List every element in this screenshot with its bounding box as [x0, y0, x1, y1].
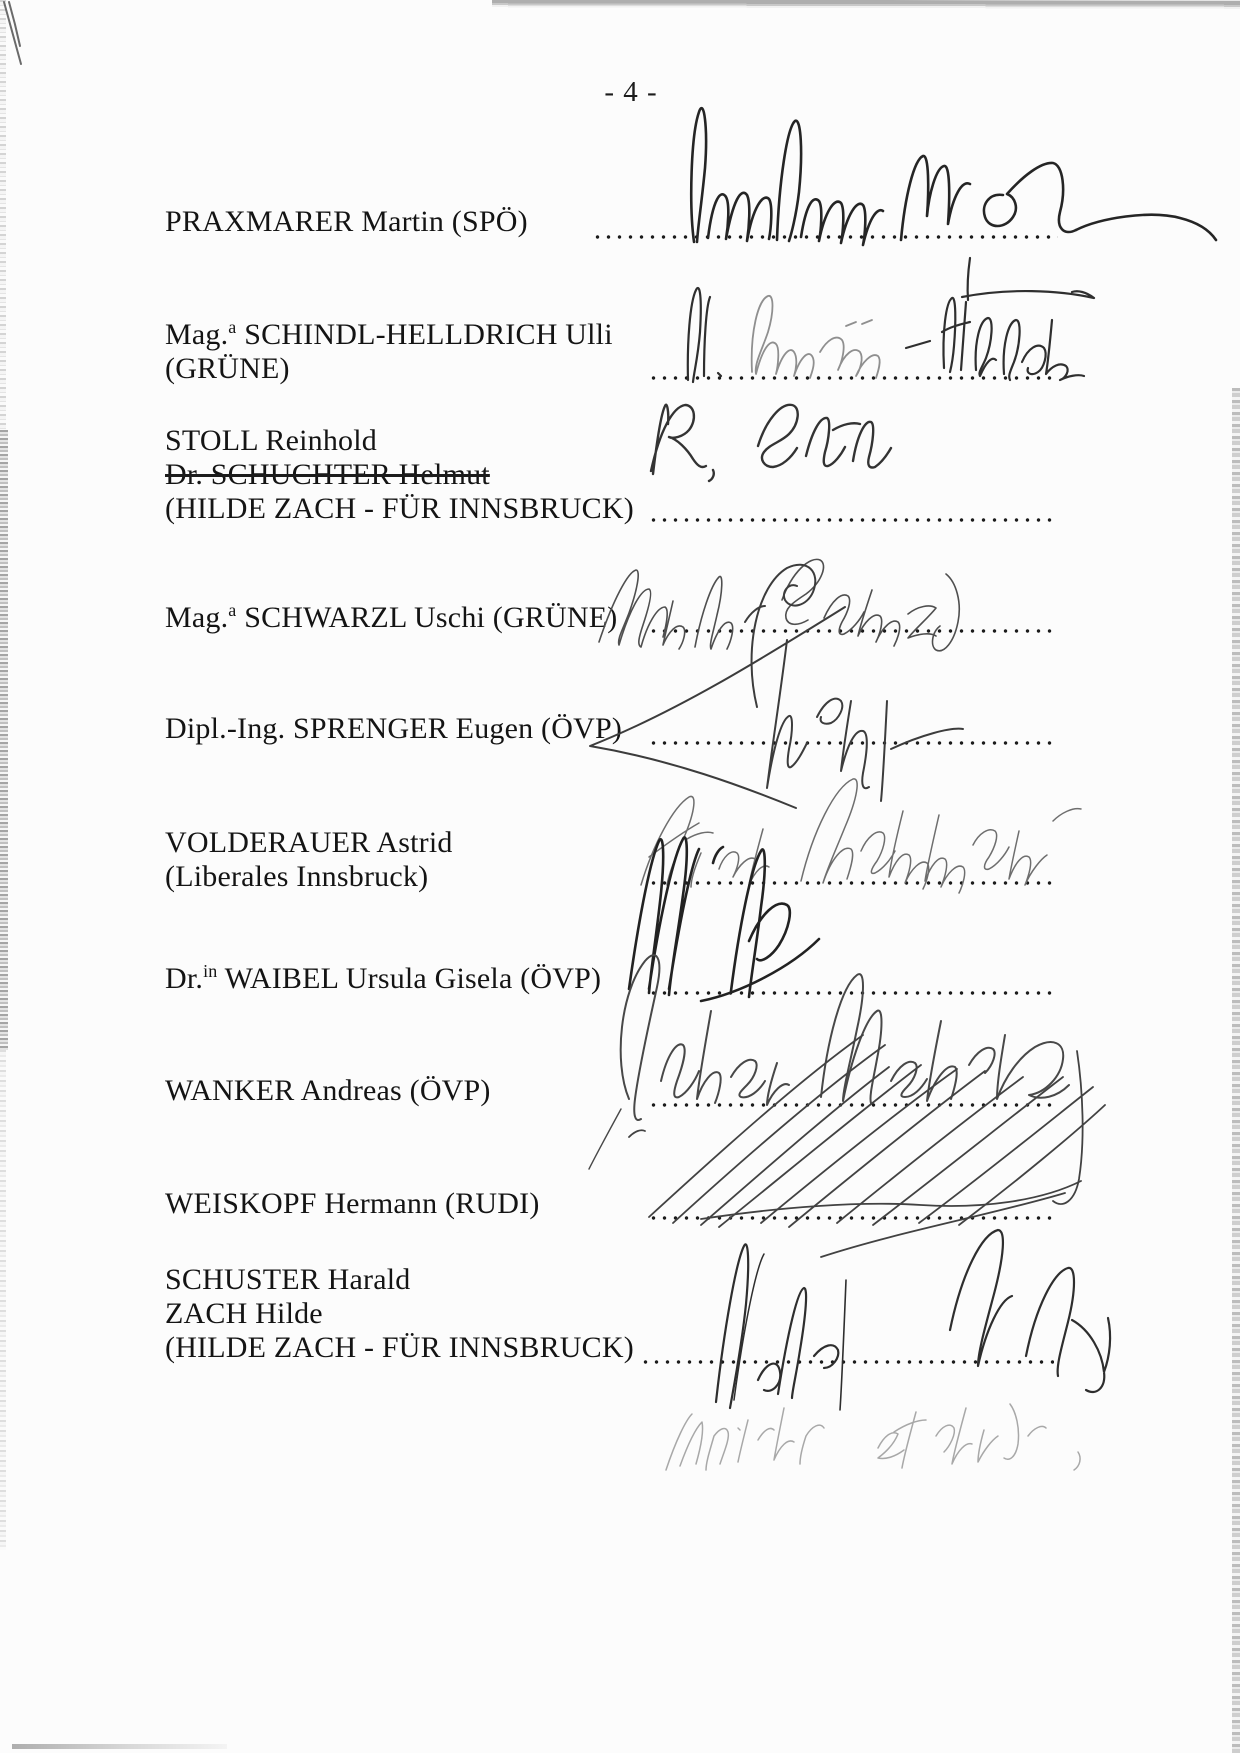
signature-dotted-line	[648, 629, 1058, 633]
signer-name: VOLDERAUER Astrid (Liberales Innsbruck)	[165, 826, 453, 893]
signature-dotted-line	[648, 518, 1058, 522]
signature-dotted-line	[648, 741, 1058, 745]
signature-dotted-line	[648, 991, 1058, 995]
signature-zach	[716, 1230, 1110, 1410]
signature-volderauer	[641, 779, 1081, 893]
signature-schindl-helldrich	[688, 258, 1094, 382]
signature-schuster-pencil	[666, 1404, 1080, 1470]
signer-name: Mag.$^a$ SCHINDL-HELLDRICH Ulli (GRÜNE)	[165, 317, 613, 385]
scan-artifact-left-edge	[0, 1050, 6, 1550]
scan-artifact-left-edge	[0, 0, 6, 430]
scan-artifact-bottom-smudge	[12, 1744, 227, 1749]
signature-praxmarer	[691, 108, 1216, 245]
page-number: - 4 -	[604, 76, 658, 108]
scan-artifact-right-edge	[1232, 388, 1240, 1753]
signature-dotted-line	[648, 1103, 1058, 1107]
signature-dotted-line	[648, 881, 1058, 885]
signer-name: STOLL Reinhold Dr. SCHUCHTER Helmut (HILDE ZACH - FÜR INNSBRUCK)	[165, 424, 634, 525]
signer-name: Dipl.-Ing. SPRENGER Eugen (ÖVP)	[165, 712, 623, 745]
signer-name: Mag.$^a$ SCHWARZL Uschi (GRÜNE)	[165, 600, 618, 634]
signature-dotted-line	[640, 1360, 1054, 1364]
signer-name: WANKER Andreas (ÖVP)	[165, 1074, 491, 1107]
corner-fold-mark	[4, 2, 21, 64]
signature-dotted-line	[648, 376, 1058, 380]
signer-name: Dr.$^{in}$ WAIBEL Ursula Gisela (ÖVP)	[165, 961, 602, 995]
signature-weiskopf	[629, 1035, 1105, 1257]
scan-artifact-left-edge	[0, 430, 8, 1050]
signature-wanker	[589, 955, 1069, 1169]
scan-artifact-top-edge	[492, 0, 1240, 10]
signature-dotted-line	[648, 1216, 1058, 1220]
signer-name: SCHUSTER Harald ZACH Hilde (HILDE ZACH - FÜR INNSBRUCK)	[165, 1263, 634, 1364]
signature-stoll	[651, 405, 891, 481]
signer-name: PRAXMARER Martin (SPÖ)	[165, 205, 528, 238]
signer-name: WEISKOPF Hermann (RUDI)	[165, 1187, 540, 1220]
signature-dotted-line	[592, 235, 1058, 239]
signature-waibel	[629, 837, 819, 1001]
